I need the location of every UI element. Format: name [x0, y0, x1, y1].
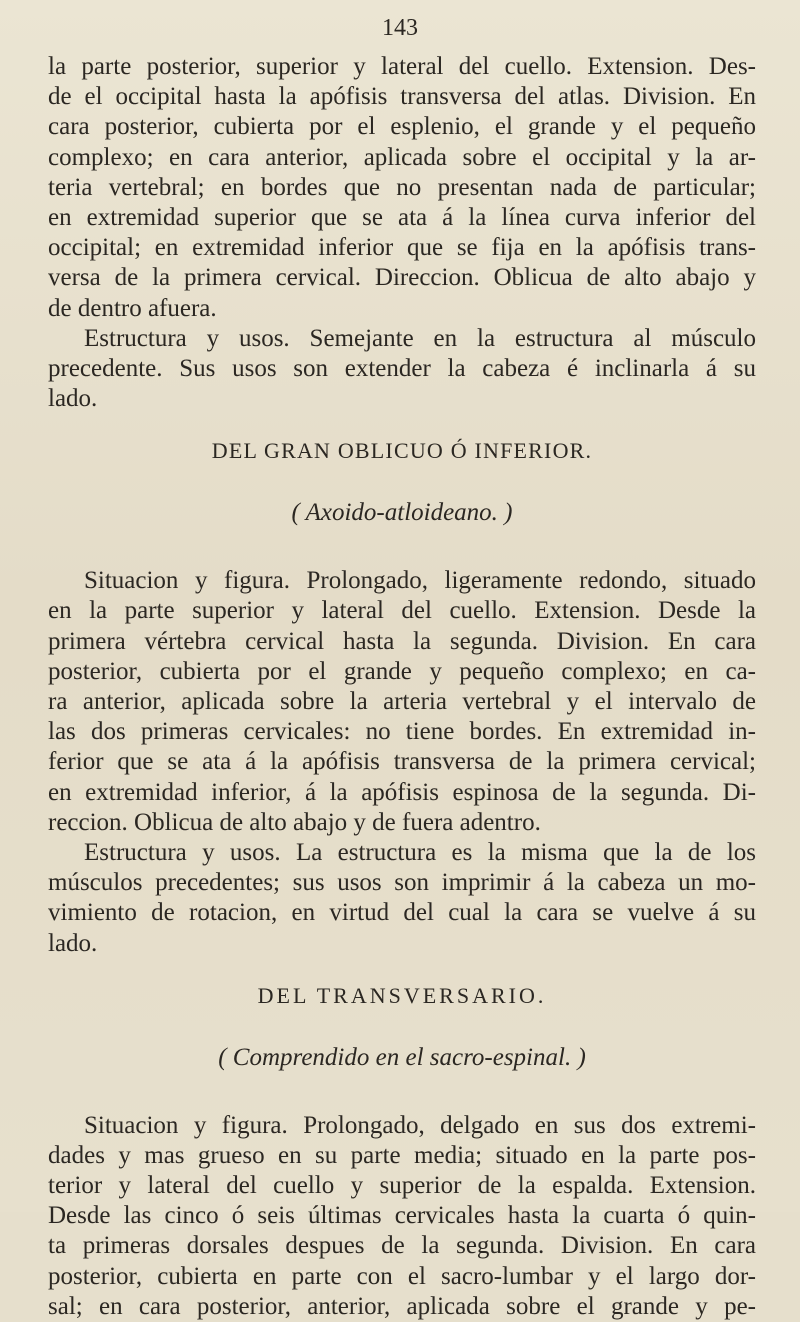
- text-line: complexo; en cara anterior, aplicada sobre el occipital y la ar-: [48, 143, 756, 171]
- text-line: posterior, cubierta por el grande y pequeño complexo; en ca-: [48, 657, 756, 685]
- text-line: dades y mas grueso en su parte media; situado en la parte pos-: [48, 1141, 756, 1169]
- text-line: ferior que se ata á la apófisis transversa de la primera cervical;: [48, 748, 756, 776]
- text-line: Desde las cinco ó seis últimas cervicales hasta la cuarta ó quin-: [48, 1202, 756, 1230]
- text-line: Estructura y usos. Semejante en la estructura al músculo: [84, 324, 756, 352]
- text-line: Situacion y figura. Prolongado, ligeramente redondo, situado: [84, 567, 756, 595]
- section-heading: DEL GRAN OBLICUO Ó INFERIOR.: [211, 438, 593, 464]
- section-subheading: ( Comprendido en el sacro-espinal. ): [218, 1043, 586, 1071]
- text-line: occipital; en extremidad inferior que se fija en la apófisis trans-: [48, 234, 756, 262]
- text-line: reccion. Oblicua de alto abajo y de fuera adentro.: [48, 808, 541, 836]
- text-line: posterior, cubierta en parte con el sacro-lumbar y el largo dor-: [48, 1262, 756, 1290]
- paragraph-estructura-usos: [48, 838, 756, 959]
- paragraph-situacion-figura: [48, 1111, 756, 1322]
- text-line: terior y lateral del cuello y superior de la espalda. Extension.: [48, 1172, 756, 1200]
- text-line: versa de la primera cervical. Direccion. Oblicua de alto abajo y: [48, 264, 756, 292]
- text-line: en la parte superior y lateral del cuello. Extension. Desde la: [48, 597, 756, 625]
- text-line: vimiento de rotacion, en virtud del cual la cara se vuelve á su: [48, 899, 756, 927]
- text-line: teria vertebral; en bordes que no presentan nada de particular;: [48, 173, 756, 201]
- text-line: las dos primeras cervicales: no tiene bordes. En extremidad in-: [48, 718, 756, 746]
- section-heading: DEL TRANSVERSARIO.: [257, 982, 547, 1008]
- text-line: en extremidad superior que se ata á la línea curva inferior del: [48, 203, 756, 231]
- text-line: lado.: [48, 385, 98, 413]
- paragraph-estructura-usos: [48, 324, 756, 415]
- text-line: Estructura y usos. La estructura es la misma que la de los: [84, 838, 756, 866]
- text-line: la parte posterior, superior y lateral del cuello. Extension. Des-: [48, 53, 756, 80]
- page-number: 143: [382, 15, 418, 41]
- text-line: lado.: [48, 929, 98, 957]
- text-line: en extremidad inferior, á la apófisis espinosa de la segunda. Di-: [48, 778, 756, 806]
- text-line: ta primeras dorsales despues de la segunda. Division. En cara: [48, 1232, 756, 1260]
- text-line: músculos precedentes; sus usos son imprimir á la cabeza un mo-: [48, 869, 756, 897]
- text-line: sal; en cara posterior, anterior, aplicada sobre el grande y pe-: [48, 1292, 756, 1320]
- section-subheading: ( Axoido-atloideano. ): [291, 499, 513, 527]
- text-line: de el occipital hasta la apófisis transversa del atlas. Division. En: [48, 83, 756, 111]
- text-line: precedente. Sus usos son extender la cabeza é inclinarla á su: [48, 354, 756, 382]
- paragraph-situacion-figura: [48, 566, 756, 838]
- paragraph-continued: [48, 52, 756, 324]
- text-line: cara posterior, cubierta por el esplenio, el grande y el pequeño: [48, 113, 756, 141]
- text-line: primera vértebra cervical hasta la segunda. Division. En cara: [48, 627, 756, 655]
- text-line: de dentro afuera.: [48, 294, 217, 322]
- text-line: Situacion y figura. Prolongado, delgado en sus dos extremi-: [84, 1111, 756, 1139]
- text-line: ra anterior, aplicada sobre la arteria vertebral y el intervalo de: [48, 688, 756, 715]
